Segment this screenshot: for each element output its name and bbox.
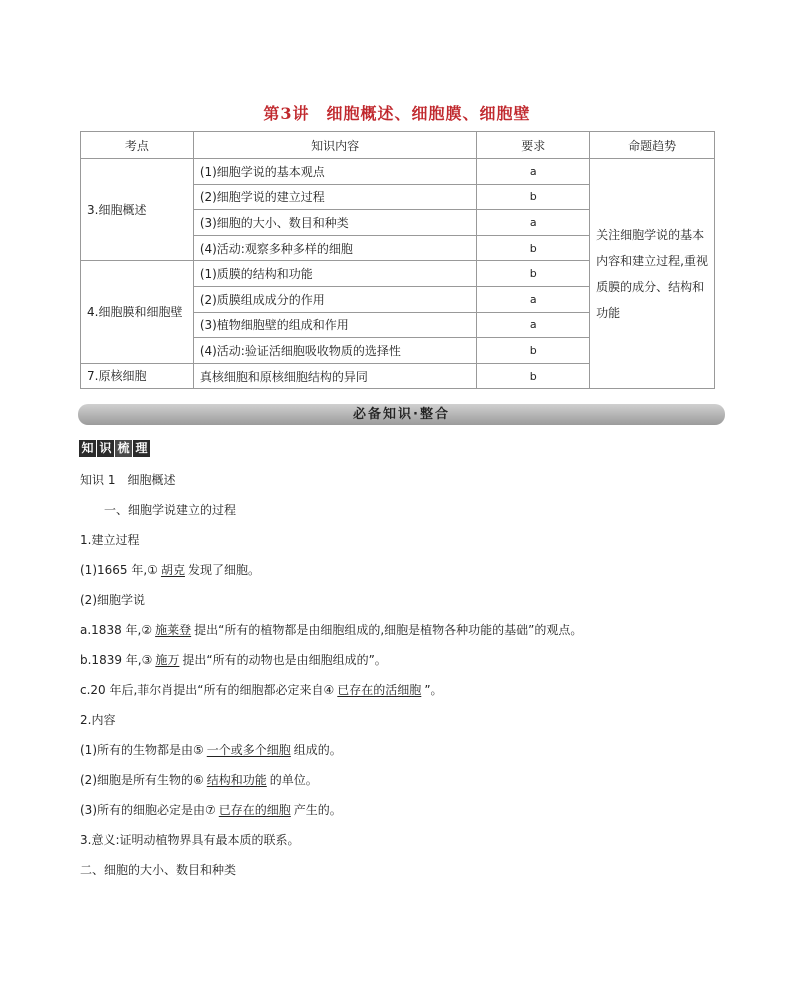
text: (3)所有的细胞必定是由⑦ [80, 803, 216, 817]
requirement-cell: b [477, 338, 590, 364]
requirement-cell: b [477, 261, 590, 287]
subsection-heading: 2.内容 [80, 713, 116, 727]
text: 产生的。 [293, 803, 342, 817]
text: 发现了细胞。 [187, 563, 260, 577]
requirement-cell: a [477, 159, 590, 185]
text: c.20 年后,菲尔肖提出“所有的细胞都必定来自④ [80, 683, 335, 697]
header-requirement: 要求 [477, 132, 590, 159]
answer-blank: 施万 [155, 653, 180, 667]
point-cell: 4.细胞膜和细胞壁 [81, 261, 194, 363]
content-cell: 真核细胞和原核细胞结构的异同 [193, 363, 477, 389]
tag-char: 梳 [115, 440, 132, 457]
requirement-cell: a [477, 210, 590, 236]
text: 提出“所有的植物都是由细胞组成的,细胞是植物各种功能的基础”的观点。 [194, 623, 583, 637]
tag-char: 识 [97, 440, 114, 457]
content-cell: (3)植物细胞壁的组成和作用 [193, 312, 477, 338]
header-trend: 命题趋势 [590, 132, 715, 159]
text: 提出“所有的动物也是由细胞组成的”。 [182, 653, 387, 667]
answer-blank: 已存在的活细胞 [337, 683, 422, 697]
requirement-cell: a [477, 312, 590, 338]
content-cell: (2)质膜组成成分的作用 [193, 286, 477, 312]
knowledge-heading: 知识 1 细胞概述 [80, 473, 176, 487]
section-heading: 一、细胞学说建立的过程 [104, 503, 237, 517]
text: a.1838 年,② [80, 623, 153, 637]
table-header-row [81, 132, 715, 159]
content-cell: (4)活动:验证活细胞吸收物质的选择性 [193, 338, 477, 364]
knowledge-review-tag [79, 440, 151, 457]
paragraph-line [80, 771, 318, 788]
paragraph-line [80, 681, 443, 698]
answer-blank: 胡克 [160, 563, 185, 577]
text: b.1839 年,③ [80, 653, 153, 667]
text: (1)所有的生物都是由⑤ [80, 743, 204, 757]
content-cell: (4)活动:观察多种多样的细胞 [193, 235, 477, 261]
paragraph-line [80, 741, 342, 758]
requirement-cell: b [477, 363, 590, 389]
exam-outline-table [80, 131, 715, 389]
point-cell: 7.原核细胞 [81, 363, 194, 389]
header-point: 考点 [81, 132, 194, 159]
requirement-cell: b [477, 235, 590, 261]
text: 的单位。 [269, 773, 318, 787]
section-banner: 必备知识·整合 [78, 404, 725, 425]
paragraph-line [80, 801, 342, 818]
tag-char: 理 [133, 440, 150, 457]
answer-blank: 已存在的细胞 [218, 803, 291, 817]
content-cell: (1)质膜的结构和功能 [193, 261, 477, 287]
point-cell: 3.细胞概述 [81, 159, 194, 261]
table-row [81, 159, 715, 185]
section-heading: 二、细胞的大小、数目和种类 [80, 863, 237, 877]
page-title: 第3讲 细胞概述、细胞膜、细胞壁 [263, 104, 531, 123]
content-cell: (1)细胞学说的基本观点 [193, 159, 477, 185]
requirement-cell: a [477, 286, 590, 312]
text: (1)1665 年,① [80, 563, 158, 577]
paragraph-line [80, 561, 260, 578]
answer-blank: 施莱登 [155, 623, 192, 637]
requirement-cell: b [477, 184, 590, 210]
paragraph-line: (2)细胞学说 [80, 593, 145, 607]
text: ”。 [424, 683, 443, 697]
text: 组成的。 [293, 743, 342, 757]
header-content: 知识内容 [193, 132, 477, 159]
paragraph-line [80, 651, 387, 668]
text: (2)细胞是所有生物的⑥ [80, 773, 204, 787]
answer-blank: 一个或多个细胞 [206, 743, 291, 757]
content-cell: (3)细胞的大小、数目和种类 [193, 210, 477, 236]
subsection-heading: 1.建立过程 [80, 533, 140, 547]
trend-cell: 关注细胞学说的基本内容和建立过程,重视质膜的成分、结构和功能 [590, 159, 715, 389]
answer-blank: 结构和功能 [206, 773, 267, 787]
subsection-heading: 3.意义:证明动植物界具有最本质的联系。 [80, 833, 300, 847]
tag-char: 知 [79, 440, 96, 457]
content-cell: (2)细胞学说的建立过程 [193, 184, 477, 210]
paragraph-line [80, 621, 582, 638]
